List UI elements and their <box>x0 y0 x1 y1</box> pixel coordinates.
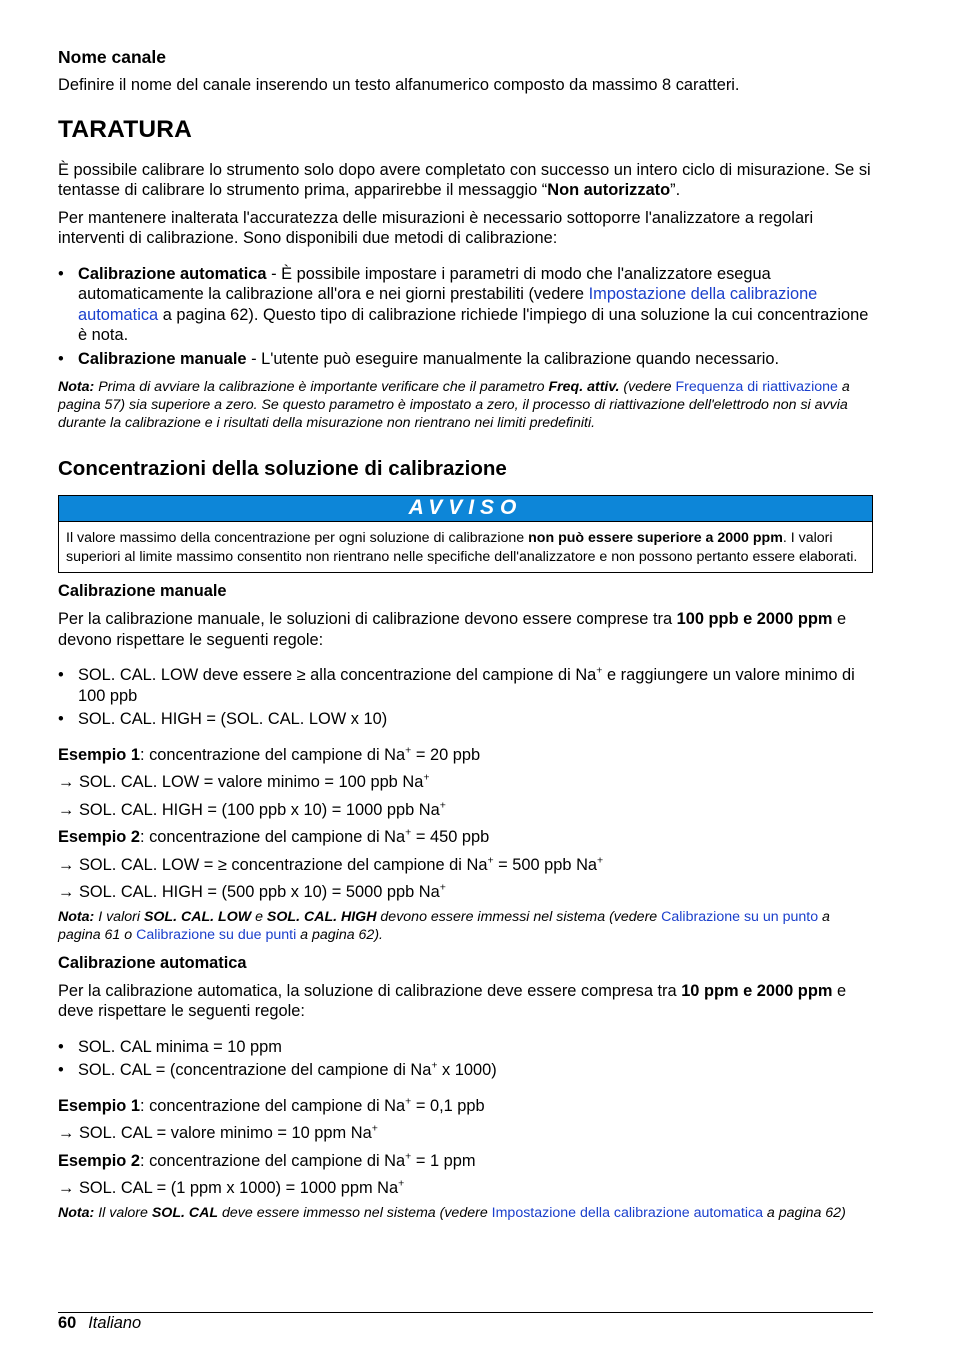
manuale-rules-list <box>58 665 873 730</box>
text-span: devono essere immessi nel sistema (vedere <box>376 908 662 925</box>
list-item <box>58 1060 873 1081</box>
bold-text: Esempio 1 <box>58 1096 140 1115</box>
text-span: Il valore <box>94 1204 152 1221</box>
text-span: = 450 ppb <box>411 828 490 846</box>
bold-text: Calibrazione manuale <box>78 349 247 368</box>
superscript-plus: + <box>371 1122 378 1135</box>
manuale-esempio-2 <box>58 827 873 848</box>
bold-text: Calibrazione automatica <box>78 264 267 283</box>
text-span: : concentrazione del campione di Na <box>140 1151 406 1170</box>
text-span: e raggiungere un valore minimo di 100 ppb <box>78 666 855 705</box>
text-span: a pagina 62) <box>762 1204 846 1221</box>
text-span: SOL. CAL = (concentrazione del campione di Na <box>78 1061 432 1079</box>
footer-text <box>58 1313 141 1333</box>
superscript-plus: + <box>405 1095 412 1108</box>
superscript-plus: + <box>423 771 430 784</box>
text-span: → SOL. CAL. LOW = valore minimo = 100 ppb Na <box>58 773 424 791</box>
manuale-esempio-2-line-2 <box>58 882 873 903</box>
bold-text: Freq. attiv. <box>548 379 620 395</box>
bold-text: 100 ppb e 2000 ppm <box>676 610 833 628</box>
text-span: = 20 ppb <box>411 745 481 764</box>
bold-text: non può essere superiore a 2000 ppm <box>528 530 783 546</box>
text-span: SOL. CAL. LOW deve essere ≥ alla concentrazione del campione di Na <box>78 666 597 684</box>
text-span: Prima di avviare la calibrazione è importante verificare che il parametro <box>94 379 549 395</box>
text-span: ”. <box>670 181 681 199</box>
text-span: a pagina 61 o <box>58 908 830 943</box>
list-item <box>58 264 873 346</box>
text-span: : concentrazione del campione di Na <box>140 828 406 846</box>
superscript-plus: + <box>398 1177 405 1190</box>
note-freq-attiv <box>58 378 873 432</box>
footer-language: Italiano <box>88 1314 142 1332</box>
note-sol-cal <box>58 1204 873 1222</box>
automatica-intro <box>58 981 873 1022</box>
text-span: = 1 ppm <box>411 1151 476 1170</box>
taratura-paragraph-2: Per mantenere inalterata l'accuratezza delle misurazioni è necessario sottoporre l'analizzatore a regolari interventi di calibrazione. Sono disponibili due metodi di calibrazione: <box>58 208 814 247</box>
calibration-methods-list <box>58 264 873 370</box>
text-span: deve essere immesso nel sistema (vedere <box>218 1204 492 1221</box>
list-item <box>58 349 873 370</box>
superscript-plus: + <box>487 854 494 867</box>
text-span: x 1000) <box>437 1061 497 1079</box>
list-item <box>58 665 873 706</box>
text-span: Per la calibrazione automatica, la soluzione di calibrazione deve essere compresa tra <box>58 981 682 1000</box>
bold-text: SOL. CAL. HIGH <box>266 908 377 925</box>
superscript-plus: + <box>405 744 412 757</box>
notice-title: AVVISO <box>59 496 872 522</box>
note-label: Nota: <box>58 379 95 395</box>
bold-text: Non autorizzato <box>547 181 671 199</box>
bold-text: Esempio 1 <box>58 745 140 764</box>
superscript-plus: + <box>431 1059 438 1072</box>
list-item: • SOL. CAL. HIGH = (SOL. CAL. LOW x 10) <box>58 709 873 730</box>
superscript-plus: + <box>597 854 604 867</box>
text-span: → SOL. CAL. HIGH = (500 ppb x 10) = 5000 ppb Na <box>58 883 440 901</box>
manuale-esempio-1 <box>58 745 873 766</box>
note-label: Nota: <box>58 1204 95 1221</box>
text-span: → SOL. CAL. HIGH = (100 ppb x 10) = 1000 ppb Na <box>58 800 440 819</box>
notice-box <box>58 495 873 573</box>
link-calibrazione-un-punto[interactable]: Calibrazione su un punto <box>661 908 819 925</box>
text-span: Il valore massimo della concentrazione per ogni soluzione di calibrazione <box>66 530 529 546</box>
superscript-plus: + <box>439 881 446 894</box>
bold-text: SOL. CAL. LOW <box>143 908 252 925</box>
text-span: (vedere <box>619 379 676 395</box>
automatica-esempio-1 <box>58 1096 873 1117</box>
text-span: → SOL. CAL = valore minimo = 10 ppm Na <box>58 1124 372 1142</box>
document-page <box>58 46 873 1222</box>
superscript-plus: + <box>405 1150 412 1163</box>
subheading-calibrazione-manuale: Calibrazione manuale <box>58 582 227 600</box>
bold-text: Esempio 2 <box>58 1151 140 1170</box>
notice-text <box>59 522 872 572</box>
link-calibrazione-due-punti[interactable]: Calibrazione su due punti <box>136 926 297 943</box>
text-span: : concentrazione del campione di Na <box>140 745 406 764</box>
manuale-intro <box>58 609 873 650</box>
automatica-rules-list <box>58 1037 873 1081</box>
link-impostazione-calibrazione-automatica[interactable]: Impostazione della calibrazione automatica <box>78 285 818 324</box>
text-span: a pagina 57) sia superiore a zero. Se questo parametro è impostato a zero, il processo di riattivazione dell'elettrodo non si avvia durante la calibrazione e i risultati della misurazione non rientrano nei limiti predefiniti. <box>58 379 850 431</box>
text-span: e devono rispettare le seguenti regole: <box>58 610 847 649</box>
text-span: - È possibile impostare i parametri di modo che l'analizzatore esegua automaticamente la calibrazione all'ora e nei giorni prestabiliti (vedere <box>78 264 771 303</box>
link-frequenza-riattivazione[interactable]: Frequenza di riattivazione <box>675 379 838 395</box>
superscript-plus: + <box>439 799 446 812</box>
text-span: a pagina 62). <box>296 926 383 943</box>
text-span: e <box>251 908 267 925</box>
page-number: 60 <box>58 1314 77 1332</box>
text-span: I valori <box>94 908 144 925</box>
bold-text: SOL. CAL <box>151 1204 219 1221</box>
text-span: : concentrazione del campione di Na <box>140 1096 406 1115</box>
text-span: - L'utente può eseguire manualmente la calibrazione quando necessario. <box>246 349 780 368</box>
bold-text: Esempio 2 <box>58 828 140 846</box>
bold-text: 10 ppm e 2000 ppm <box>681 981 833 1000</box>
list-item: • SOL. CAL minima = 10 ppm <box>58 1037 873 1058</box>
automatica-esempio-2 <box>58 1151 873 1172</box>
automatica-esempio-1-line-1 <box>58 1123 873 1144</box>
manuale-esempio-1-line-1 <box>58 772 873 793</box>
subheading-calibrazione-automatica: Calibrazione automatica <box>58 953 247 972</box>
text-span: e deve rispettare le seguenti regole: <box>58 981 847 1020</box>
automatica-esempio-2-line-1 <box>58 1178 873 1199</box>
section-heading-nome-canale: Nome canale <box>58 47 166 67</box>
note-label: Nota: <box>58 908 95 925</box>
page-title: TARATURA <box>58 115 193 143</box>
text-span: È possibile calibrare lo strumento solo dopo avere completato con successo un intero ciclo di misurazione. Se si tentasse di calibrare lo strumento prima, apparirebbe il messaggio “ <box>58 160 871 199</box>
text-span: = 500 ppb Na <box>493 855 598 874</box>
text-span: = 0,1 ppb <box>411 1096 485 1115</box>
superscript-plus: + <box>405 826 412 839</box>
note-sol-cal-low-high <box>58 908 873 944</box>
taratura-paragraph-1 <box>58 160 873 201</box>
manuale-esempio-1-line-2 <box>58 800 873 821</box>
superscript-plus: + <box>596 664 603 677</box>
manuale-esempio-2-line-1 <box>58 855 873 876</box>
page-footer <box>58 1312 873 1332</box>
link-impostazione-calibrazione-automatica-2[interactable]: Impostazione della calibrazione automatica <box>491 1204 763 1221</box>
text-span: a pagina 62). Questo tipo di calibrazione richiede l'impiego di una soluzione la cui concentrazione è nota. <box>78 305 869 344</box>
nome-canale-text: Definire il nome del canale inserendo un testo alfanumerico composto da massimo 8 caratteri. <box>58 76 740 94</box>
section-heading-concentrazioni: Concentrazioni della soluzione di calibrazione <box>58 457 507 480</box>
text-span: Per la calibrazione manuale, le soluzioni di calibrazione devono essere comprese tra <box>58 610 677 628</box>
text-span: → SOL. CAL. LOW = ≥ concentrazione del campione di Na <box>58 855 488 874</box>
text-span: → SOL. CAL = (1 ppm x 1000) = 1000 ppm Na <box>58 1179 399 1197</box>
text-span: . I valori superiori al limite massimo consentito non rientrano nelle specifiche dell'analizzatore e non possono pertanto essere elaborati. <box>66 530 858 565</box>
